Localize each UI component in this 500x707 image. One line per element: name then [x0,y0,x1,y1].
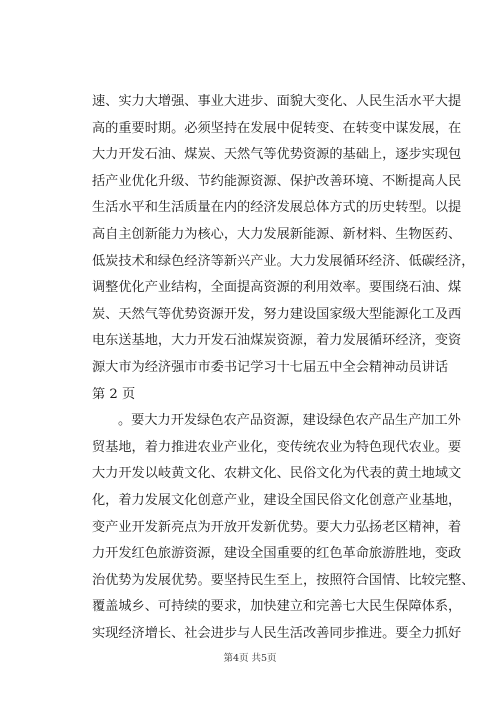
text-line: 高自主创新能力为核心，大力发展新能源、新材料、生物医药、 [92,226,462,242]
text-line: 生活水平和生活质量在内的经济发展总体方式的历史转型。以提 [92,200,462,216]
text-line: 力开发红色旅游资源，建设全国重要的红色革命旅游胜地，变政 [92,546,462,562]
text-line: 速、实力大增强、事业大进步、面貌大变化、人民生活水平大提 [92,94,462,109]
text-line: 。要大力开发绿色农产品资源，建设绿色农产品生产加工外 [118,413,461,429]
page-footer: 第4页 共5页 [223,653,277,664]
text-line: 大力开发以岐黄文化、农耕文化、民俗文化为代表的黄土地域文 [92,466,462,482]
page-reference-line: 第 2 页 [92,386,136,402]
text-line: 源大市为经济强市市委书记学习十七届五中全会精神动员讲话 [92,359,449,375]
text-line: 化，着力发展文化创意产业，建设全国民俗文化创意产业基地， [92,492,462,508]
text-line: 低炭技术和绿色经济等新兴产业。大力发展循环经济、低碳经济， [92,253,475,269]
document-body [92,89,475,647]
text-line: 治优势为发展优势。要坚持民生至上，按照符合国情、比较完整、 [92,572,475,588]
text-line: 变产业开发新亮点为开放开发新优势。要大力弘扬老区精神，着 [92,519,462,535]
text-line: 电东送基地，大力开发石油煤炭资源，着力发展循环经济，变资 [92,333,462,349]
text-line: 覆盖城乡、可持续的要求，加快建立和完善七大民生保障体系， [92,599,462,615]
text-line: 实现经济增长、社会进步与人民生活改善同步推进。要全力抓好 [92,625,462,641]
text-line: 大力开发石油、煤炭、天然气等优势资源的基础上，逐步实现包 [92,147,462,163]
text-line: 调整优化产业结构，全面提高资源的利用效率。要围绕石油、煤 [92,280,462,296]
text-line: 贸基地，着力推进农业产业化，变传统农业为特色现代农业。要 [92,439,462,455]
text-line: 括产业优化升级、节约能源资源、保护改善环境、不断提高人民 [92,173,462,189]
text-line: 炭、天然气等优势资源开发，努力建设国家级大型能源化工及西 [92,306,462,322]
text-line: 高的重要时期。必须坚持在发展中促转变、在转变中谋发展，在 [92,120,462,136]
